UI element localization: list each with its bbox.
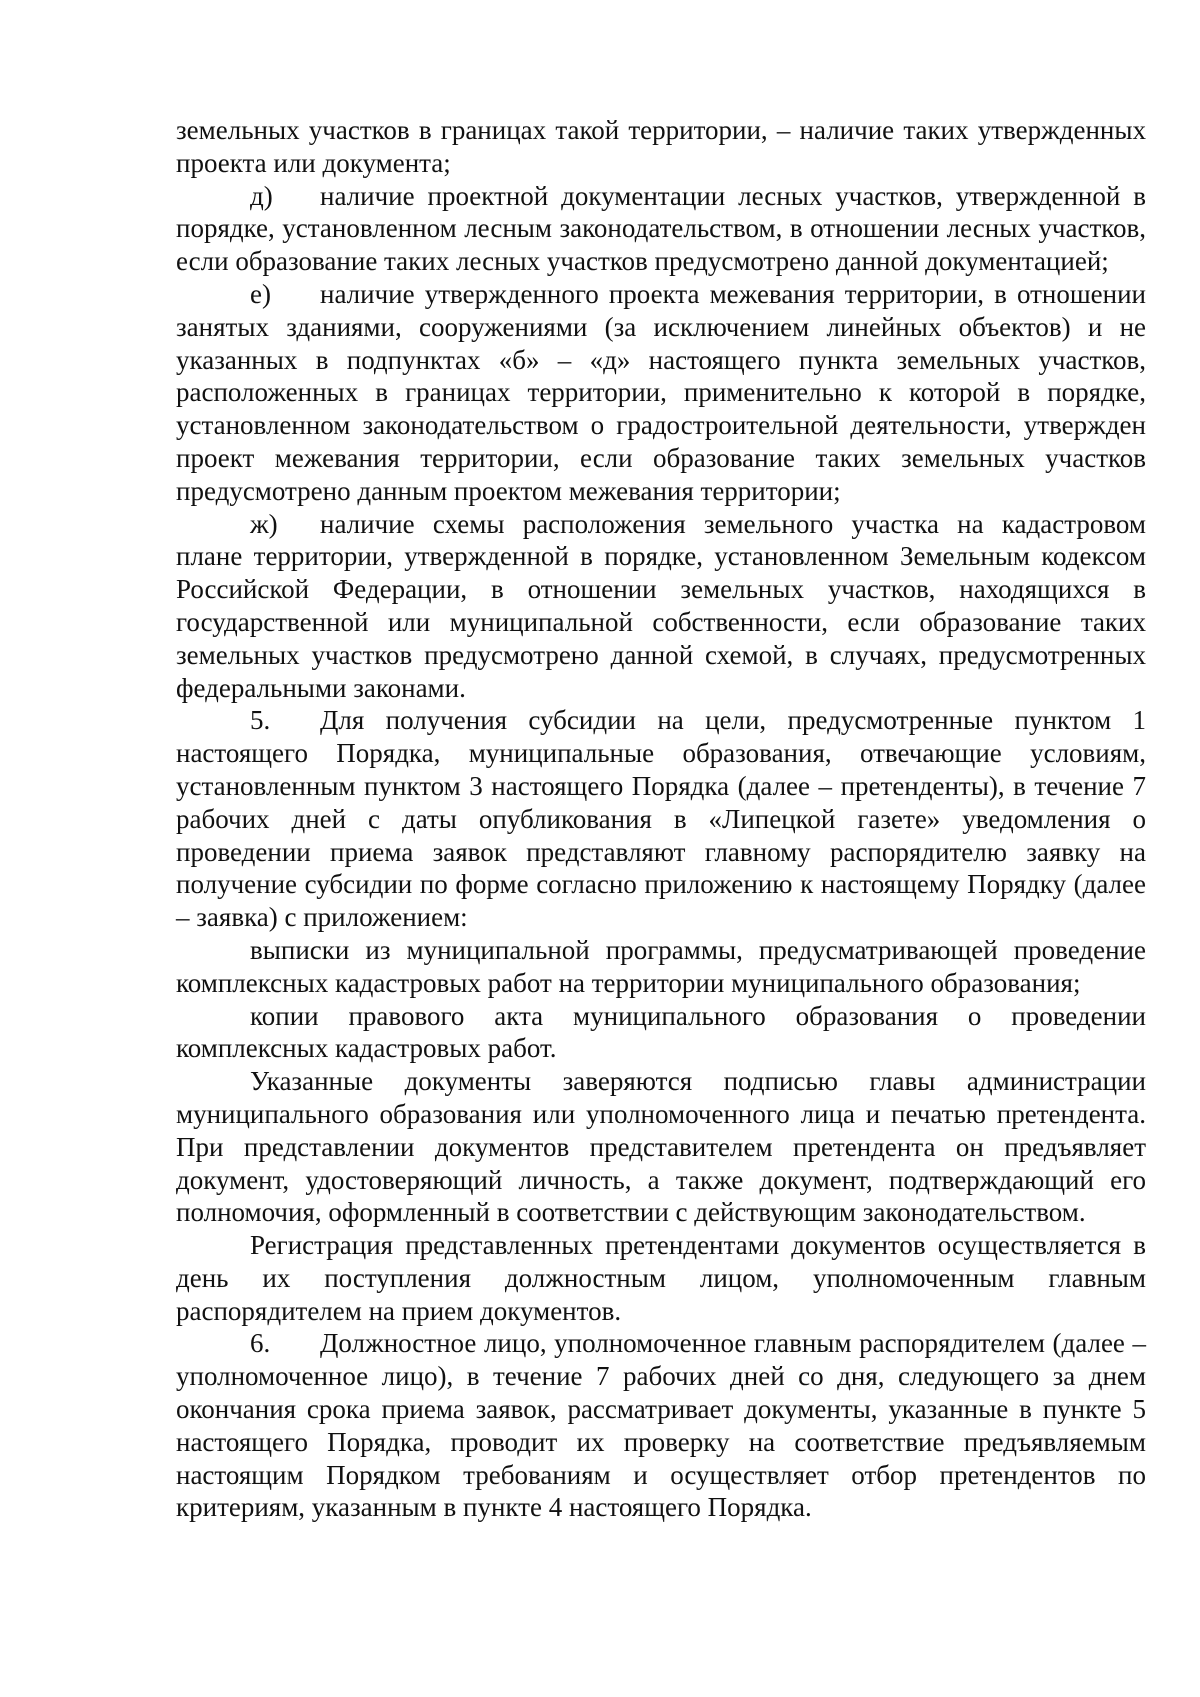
paragraph-text: наличие схемы расположения земельного участка на кадастровом плане территории, утвержденной в порядке, установленном Земельным кодексом Российской Федерации, в отношении земельных участков, находящихся в государственной или муниципальной собственности, если образование таких земельных участков предусмотрено данной схемой, в случаях, предусмотренных федеральными законами. <box>176 508 1146 703</box>
paragraph-program-extract <box>176 934 1146 1000</box>
paragraph-legal-act-copy <box>176 1000 1146 1066</box>
paragraph-text: Для получения субсидии на цели, предусмотренные пунктом 1 настоящего Порядка, муниципальные образования, отвечающие условиям, установленным пунктом 3 настоящего Порядка (далее – претенденты), в течение 7 рабочих дней с даты опубликования в «Липецкой газете» уведомления о проведении приема заявок представляют главному распорядителю заявку на получение субсидии по форме согласно приложению к настоящему Порядку (далее – заявка) с приложением: <box>176 705 1146 933</box>
paragraph-text: наличие проектной документации лесных участков, утвержденной в порядке, установленном лесным законодательством, в отношении лесных участков, если образование таких лесных участков предусмотрено данной документацией; <box>176 180 1146 277</box>
paragraph-certification <box>176 1065 1146 1229</box>
paragraph-point-5 <box>176 704 1146 934</box>
paragraph-text: Должностное лицо, уполномоченное главным распорядителем (далее – уполномоченное лицо), в течение 7 рабочих дней со дня, следующего за днем окончания срока приема заявок, рассматривает документы, указанные в пункте 5 настоящего Порядка, проводит их проверку на соответствие предъявляемым настоящим Порядком требованиям и осуществляет отбор претендентов по критериям, указанным в пункте 4 настоящего Порядка. <box>176 1328 1146 1523</box>
document-body <box>176 114 1146 1524</box>
subpoint-marker: ж) <box>250 508 278 539</box>
paragraph-subpoint-zh <box>176 508 1146 705</box>
paragraph-continuation <box>176 114 1146 180</box>
paragraph-text: Регистрация представленных претендентами документов осуществляется в день их поступления должностным лицом, уполномоченным главным распорядителем на прием документов. <box>176 1230 1146 1326</box>
paragraph-subpoint-d <box>176 180 1146 278</box>
paragraph-text: выписки из муниципальной программы, предусматривающей проведение комплексных кадастровых работ на территории муниципального образования; <box>176 934 1146 998</box>
paragraph-registration <box>176 1229 1146 1327</box>
paragraph-point-6 <box>176 1327 1146 1524</box>
paragraph-text: наличие утвержденного проекта межевания территории, в отношении занятых зданиями, сооружениями (за исключением линейных объектов) и не указанных в подпунктах «б» – «д» настоящего пункта земельных участков, расположенных в границах территории, применительно к которой в порядке, установленном законодательством о градостроительной деятельности, утвержден проект межевания территории, если образование таких земельных участков предусмотрено данным проектом межевания территории; <box>176 278 1146 506</box>
point-number: 5. <box>250 705 271 736</box>
paragraph-text: копии правового акта муниципального образования о проведении комплексных кадастровых работ. <box>176 1000 1146 1064</box>
subpoint-marker: е) <box>250 278 271 309</box>
paragraph-text: Указанные документы заверяются подписью главы администрации муниципального образования или уполномоченного лица и печатью претендента. При представлении документов представителем претендента он предъявляет документ, удостоверяющий личность, а также документ, подтверждающий его полномочия, оформленный в соответствии с действующим законодательством. <box>176 1066 1146 1228</box>
subpoint-marker: д) <box>250 180 273 211</box>
point-number: 6. <box>250 1328 271 1359</box>
paragraph-text: земельных участков в границах такой территории, – наличие таких утвержденных проекта или документа; <box>176 115 1146 178</box>
paragraph-subpoint-e <box>176 278 1146 508</box>
